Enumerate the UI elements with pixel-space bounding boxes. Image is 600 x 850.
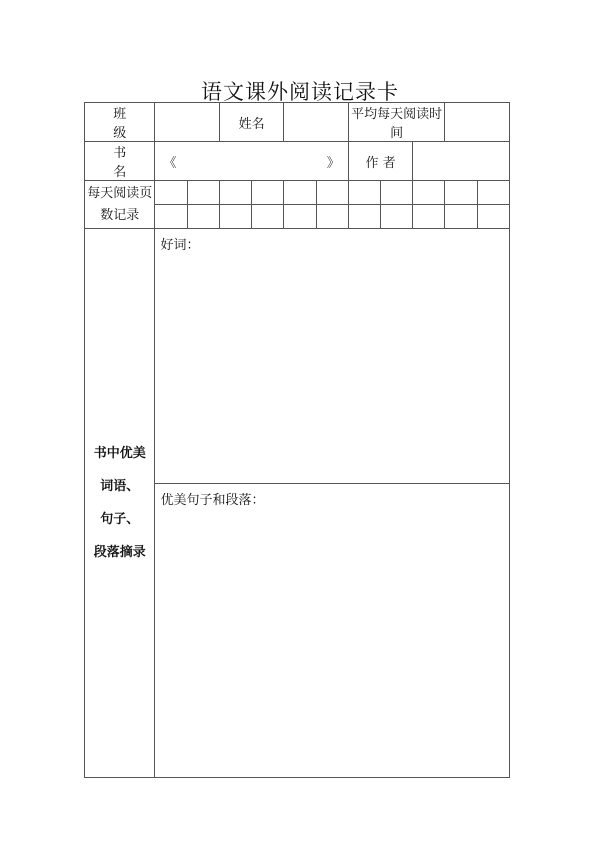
avg-reading-time-label: 平均每天阅读时间: [348, 103, 445, 142]
pages-cell[interactable]: [477, 205, 509, 229]
name-label: 姓名: [219, 103, 283, 142]
pages-cell[interactable]: [316, 205, 348, 229]
excerpt-label-line2: 词语、: [100, 479, 140, 494]
author-field[interactable]: [413, 142, 510, 181]
pages-cell[interactable]: [413, 181, 445, 205]
excerpt-label-line4: 段落摘录: [93, 545, 146, 560]
daily-pages-label-line1: 每天阅读页: [87, 185, 153, 201]
beautiful-sentences-area[interactable]: [155, 484, 510, 778]
author-label: 作 者: [348, 142, 412, 181]
excerpt-label-line3: 句子、: [100, 512, 140, 527]
pages-cell[interactable]: [219, 181, 251, 205]
pages-cell[interactable]: [413, 205, 445, 229]
pages-cell[interactable]: [445, 205, 477, 229]
pages-cell[interactable]: [348, 205, 380, 229]
reading-record-table: [84, 102, 510, 778]
book-title-field[interactable]: [155, 142, 348, 181]
pages-cell[interactable]: [284, 205, 316, 229]
pages-cell[interactable]: [316, 181, 348, 205]
pages-cell[interactable]: [445, 181, 477, 205]
avg-reading-time-field[interactable]: [445, 103, 510, 142]
pages-cell[interactable]: [284, 181, 316, 205]
good-words-label: 好词：: [160, 238, 200, 253]
pages-cell[interactable]: [187, 205, 219, 229]
daily-pages-label: [85, 181, 155, 229]
good-words-area[interactable]: [155, 229, 510, 484]
class-field[interactable]: [155, 103, 219, 142]
pages-cell[interactable]: [252, 205, 284, 229]
pages-cell[interactable]: [381, 205, 413, 229]
pages-cell[interactable]: [219, 205, 251, 229]
pages-cell[interactable]: [477, 181, 509, 205]
pages-cell[interactable]: [252, 181, 284, 205]
excerpt-label-line1: 书中优美: [93, 446, 146, 461]
pages-cell[interactable]: [381, 181, 413, 205]
class-label: 班 级: [85, 103, 155, 142]
book-open-bracket: 《: [163, 155, 177, 171]
name-field[interactable]: [284, 103, 348, 142]
book-close-bracket: 》: [326, 155, 340, 171]
excerpt-section-label: [85, 229, 155, 778]
daily-pages-label-line2: 数记录: [100, 207, 140, 223]
pages-cell[interactable]: [155, 205, 187, 229]
pages-cell[interactable]: [155, 181, 187, 205]
page-title: 语文课外阅读记录卡: [201, 80, 399, 104]
beautiful-sentences-label: 优美句子和段落：: [160, 493, 265, 508]
pages-cell[interactable]: [187, 181, 219, 205]
pages-cell[interactable]: [348, 181, 380, 205]
book-title-label: 书 名: [85, 142, 155, 181]
